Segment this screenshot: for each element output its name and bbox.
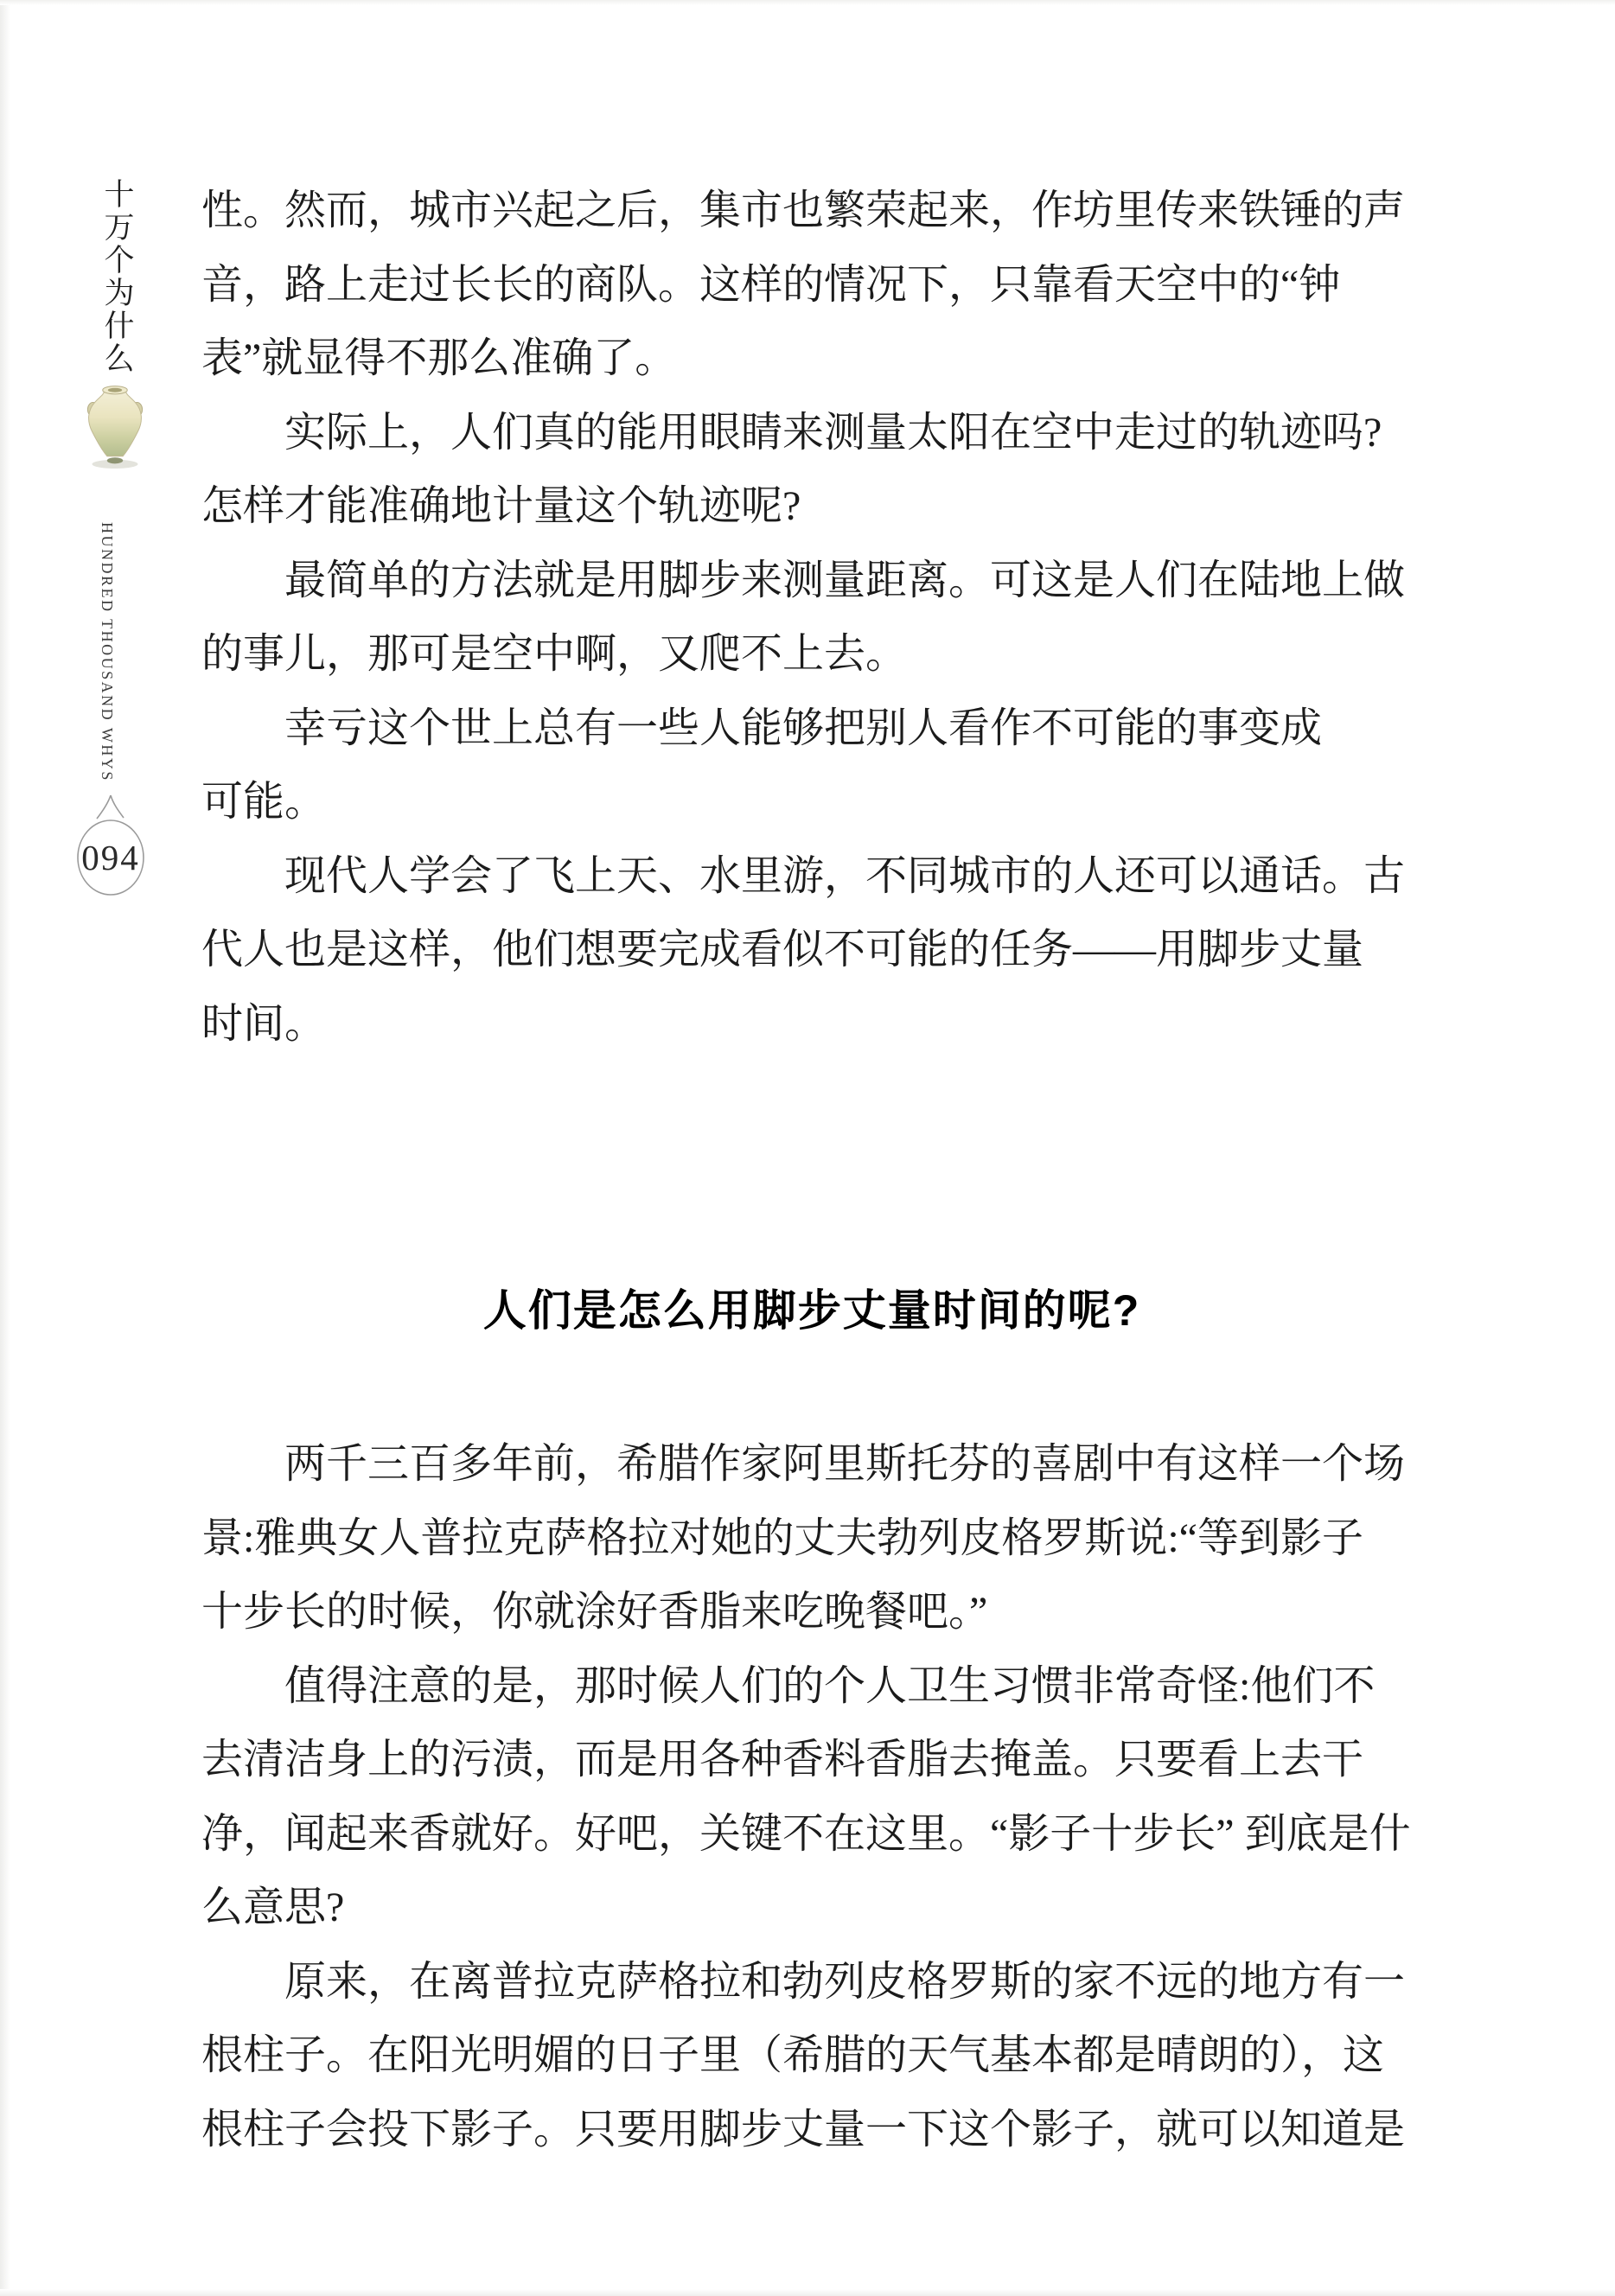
book-title-vertical: 十万个为什么 (100, 178, 134, 375)
text-line: 性。然而，城市兴起之后，集市也繁荣起来，作坊里传来铁锤的声 (201, 188, 1406, 233)
text-line: 实际上，人们真的能用眼睛来测量太阳在空中走过的轨迹吗? (284, 409, 1382, 456)
scan-edge-left (0, 0, 10, 2296)
text-line: 最简单的方法就是用脚步来测量距离。可这是人们在陆地上做 (284, 557, 1406, 603)
page-number-badge (73, 792, 148, 899)
text-line: 值得注意的是，那时候人们的个人卫生习惯非常奇怪:他们不 (284, 1662, 1376, 1709)
section-heading: 人们是怎么用脚步丈量时间的呢? (482, 1286, 1141, 1335)
page-number: 094 (81, 838, 140, 877)
text-line: 表”就显得不那么准确了。 (201, 335, 677, 381)
scan-edge-bottom (0, 2289, 1615, 2296)
text-line: 景:雅典女人普拉克萨格拉对她的丈夫勃列皮格罗斯说:“等到影子 (201, 1515, 1363, 1561)
text-line: 去清洁身上的污渍，而是用各种香料香脂去掩盖。只要看上去干 (201, 1737, 1364, 1783)
book-subtitle-vertical: HUNDRED THOUSAND WHYS (99, 522, 116, 782)
article-section-1 (201, 174, 1422, 1061)
text-line: 根柱子。在阳光明媚的日子里（希腊的天气基本都是晴朗的），这 (201, 2032, 1385, 2078)
text-line: 现代人学会了飞上天、水里游，不同城市的人还可以通话。古 (284, 852, 1406, 899)
text-line: 的事儿，那可是空中啊，又爬不上去。 (201, 631, 908, 677)
text-line: 音，路上走过长长的商队。这样的情况下，只靠看天空中的“钟 (201, 261, 1341, 308)
text-line: 原来，在离普拉克萨格拉和勃列皮格罗斯的家不远的地方有一 (284, 1958, 1406, 2005)
text-line: 两千三百多年前，希腊作家阿里斯托芬的喜剧中有这样一个场 (284, 1441, 1406, 1487)
celadon-vase-icon (80, 379, 150, 470)
scan-edge-top (0, 0, 1615, 5)
text-line: 时间。 (201, 1000, 327, 1047)
text-line: 可能。 (201, 779, 327, 825)
text-line: 根柱子会投下影子。只要用脚步丈量一下这个影子，就可以知道是 (201, 2106, 1406, 2152)
text-line: 代人也是这样，他们想要完成看似不可能的任务——用脚步丈量 (201, 927, 1364, 973)
text-line: 净，闻起来香就好。好吧，关键不在这里。“影子十步长” 到底是什 (201, 1810, 1411, 1857)
text-line: 十步长的时候，你就涂好香脂来吃晚餐吧。” (201, 1589, 988, 1635)
text-line: 么意思? (201, 1885, 345, 1930)
article-section-2 (201, 1427, 1422, 2166)
text-line: 幸亏这个世上总有一些人能够把别人看作不可能的事变成 (284, 705, 1323, 751)
text-line: 怎样才能准确地计量这个轨迹呢? (201, 483, 801, 529)
